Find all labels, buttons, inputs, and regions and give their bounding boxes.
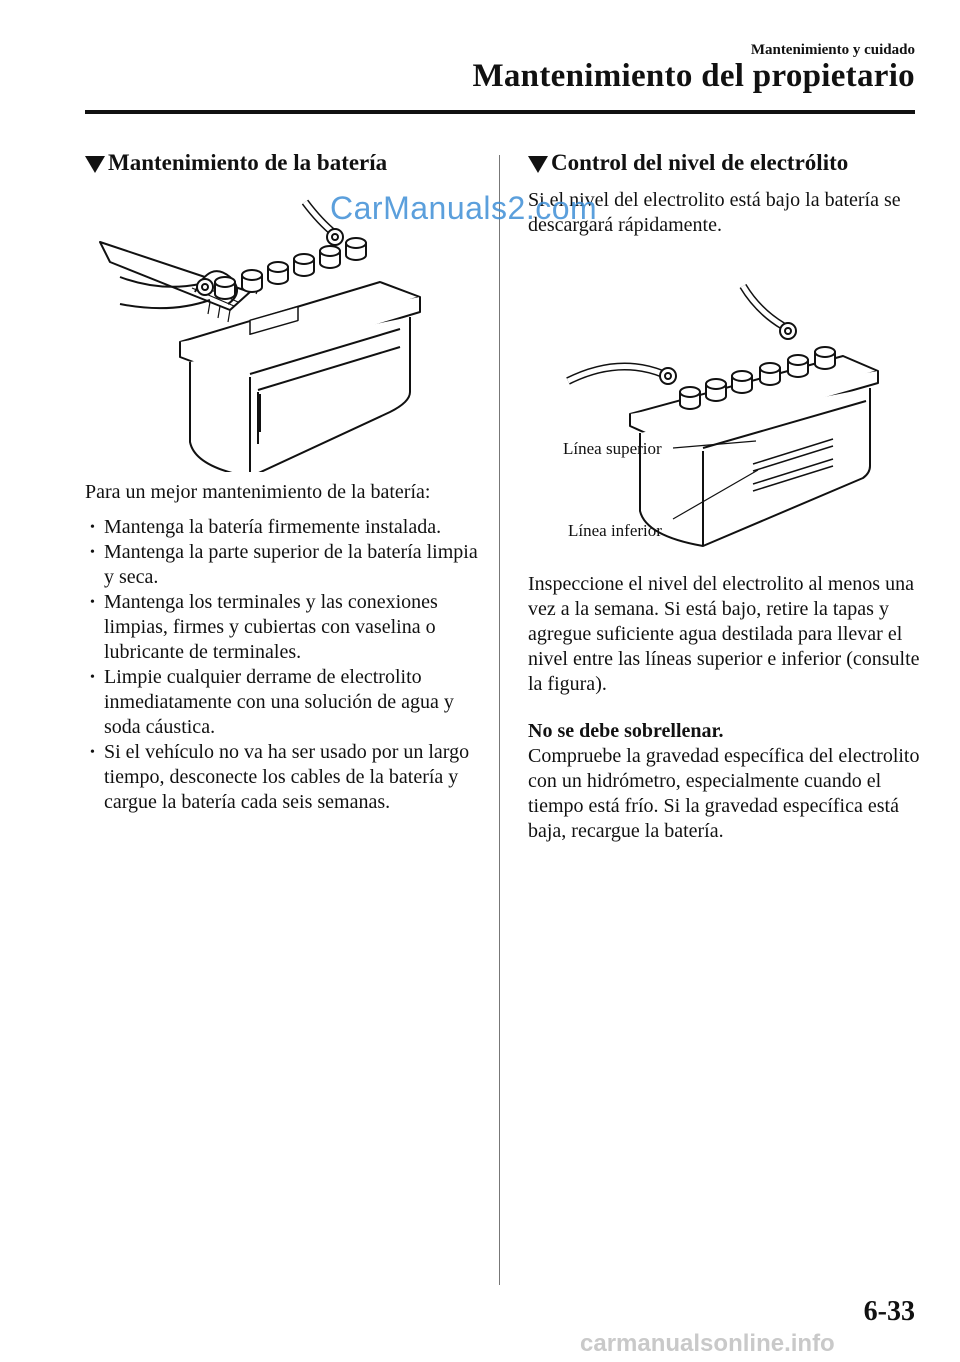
triangle-marker-icon bbox=[528, 156, 548, 173]
left-column bbox=[85, 150, 490, 815]
electrolyte-level-heading-text: Control del nivel de electrólito bbox=[551, 150, 849, 175]
overfill-warning: No se debe sobrellenar. bbox=[528, 720, 724, 742]
list-item: • Si el vehículo no va ha ser usado por un largo tiempo, desconecte los cables de la batería y cargue la batería cada seis semanas. bbox=[85, 740, 490, 815]
column-divider bbox=[499, 155, 500, 1285]
watermark-bottom: carmanualsonline.info bbox=[580, 1330, 835, 1357]
page-number: 6-33 bbox=[863, 1296, 915, 1327]
battery-maintenance-list bbox=[85, 515, 490, 815]
battery-maintenance-intro: Para un mejor mantenimiento de la batería: bbox=[85, 481, 431, 503]
electrolyte-level-intro: Si el nivel del electrolito está bajo la batería se descargará rápidamente. bbox=[528, 189, 901, 236]
inspection-paragraph: Inspeccione el nivel del electrolito al menos una vez a la semana. Si está bajo, retire la tapas y agregue suficiente agua destilada para llevar el nivel entre las líneas superior e inferior (consulte la figura). bbox=[528, 573, 920, 695]
electrolyte-level-figure bbox=[528, 246, 923, 566]
list-item: • Mantenga la parte superior de la batería limpia y seca. bbox=[85, 540, 490, 590]
triangle-marker-icon bbox=[85, 156, 105, 173]
list-item: • Mantenga la batería firmemente instalada. bbox=[85, 515, 490, 540]
header-section: Mantenimiento y cuidado bbox=[750, 42, 915, 58]
list-item: • Mantenga los terminales y las conexiones limpias, firmes y cubiertas con vaselina o lubricante de terminales. bbox=[85, 590, 490, 665]
specific-gravity-paragraph: Compruebe la gravedad específica del electrolito con un hidrómetro, especialmente cuando el tiempo está frío. Si la gravedad específica está baja, recargue la batería. bbox=[528, 745, 920, 842]
battery-maintenance-heading-text: Mantenimiento de la batería bbox=[108, 150, 388, 175]
upper-line-label: Línea superior bbox=[563, 439, 662, 458]
header-rule bbox=[85, 110, 915, 114]
lower-line-label: Línea inferior bbox=[568, 521, 662, 540]
battery-maintenance-heading bbox=[85, 150, 490, 176]
page-title: Mantenimiento del propietario bbox=[472, 58, 915, 94]
watermark-top: CarManuals2.com bbox=[330, 190, 598, 226]
right-column bbox=[528, 150, 923, 844]
electrolyte-level-heading bbox=[528, 150, 923, 176]
list-item: • Limpie cualquier derrame de electrolito inmediatamente con una solución de agua y soda cáustica. bbox=[85, 665, 490, 740]
